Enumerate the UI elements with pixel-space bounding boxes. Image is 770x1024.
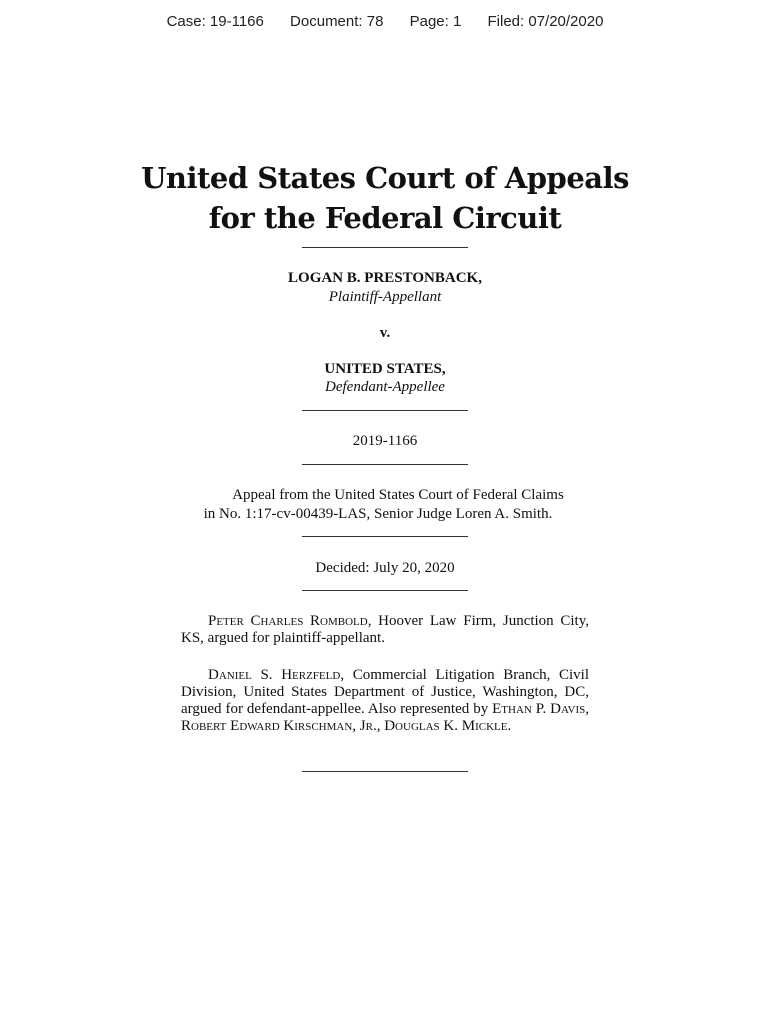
divider [302,590,468,591]
counsel-name-mickle: Douglas K. Mickle [384,718,508,734]
appeal-text-2: in No. 1:17-cv-00439-LAS, Senior Judge Loren A. Smith. [203,506,553,522]
court-title [0,158,770,238]
page-header [0,13,770,30]
divider [302,536,468,537]
court-title-line1: United States Court of Appeals [141,161,629,195]
appeal-line-1 [0,486,770,505]
divider [302,464,468,465]
plaintiff-name: LOGAN B. PRESTONBACK, [288,270,482,286]
counsel-separator: , [376,718,385,734]
defendant-counsel-name: Daniel S. Herzfeld [208,667,341,683]
plaintiff-counsel [181,613,589,647]
defendant-name: UNITED STATES, [324,361,446,377]
decided-date: Decided: July 20, 2020 [315,560,455,576]
defendant-counsel [181,667,589,735]
appeal-text-1: Appeal from the United States Court of Federal Claims [232,487,564,503]
filed-date: Filed: 07/20/2020 [487,13,604,30]
counsel-name-kirschman: Robert Edward Kirschman, Jr. [181,718,377,734]
case-number: Case: 19-1166 [166,13,264,30]
defendant-role: Defendant-Appellee [325,379,445,395]
divider [302,771,468,772]
counsel-separator: , [585,701,589,717]
court-title-line2: for the Federal Circuit [208,201,562,235]
counsel-name-davis: Ethan P. Davis [492,701,586,717]
plaintiff-counsel-name: Peter Charles Rombold [208,613,368,629]
document-number: Document: 78 [290,13,384,30]
divider [302,247,468,248]
docket-number: 2019-1166 [352,433,418,449]
counsel-end: . [507,718,512,734]
versus: v. [379,325,391,341]
plaintiff-role: Plaintiff-Appellant [328,289,442,305]
plaintiff-counsel-text: , Hoover Law Firm, Junction City, KS, argued for plaintiff-appellant. [181,613,590,646]
appeal-line-2 [0,505,770,524]
page-number: Page: 1 [409,13,462,30]
divider [302,410,468,411]
defendant-counsel-text: , Commercial Litigation Branch, Civil Division, United States Department of Justice, Washington, DC, argued for defendant-appellee. Also represented by [181,667,589,717]
